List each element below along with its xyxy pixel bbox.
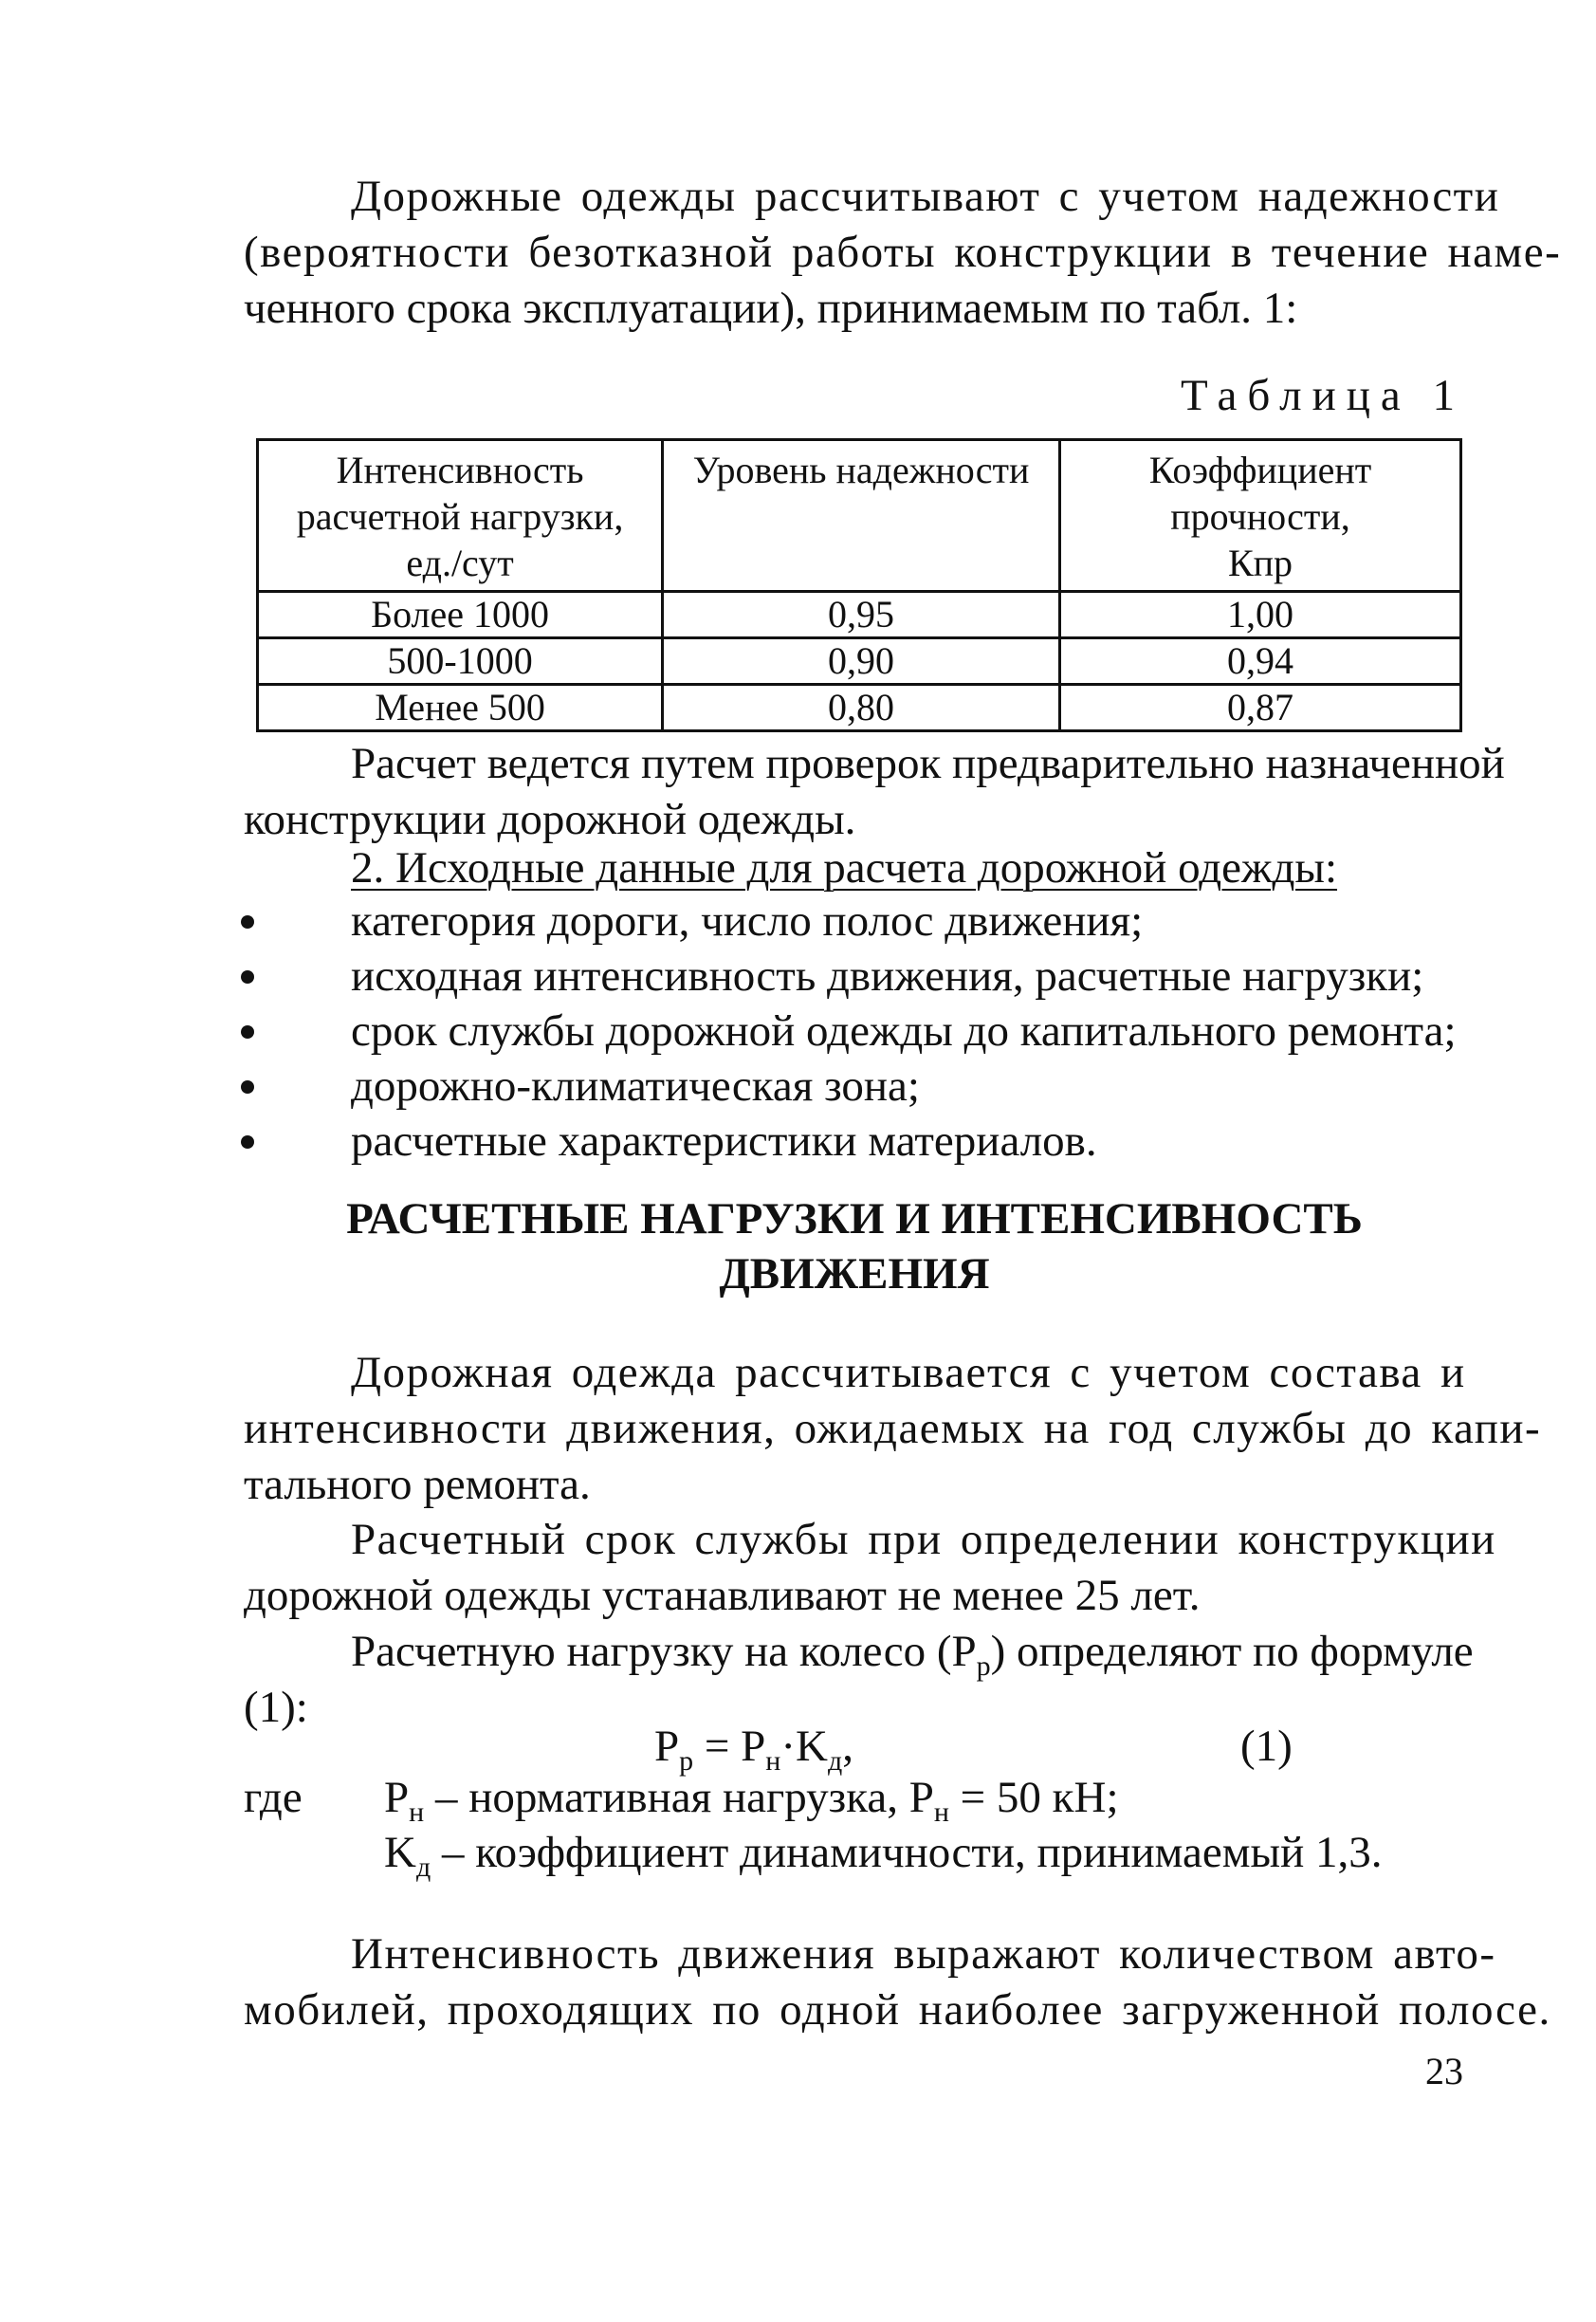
table-cell: Менее 500 xyxy=(258,685,663,731)
list-item: исходная интенсивность движения, расчетные нагрузки; xyxy=(351,949,1457,1004)
para4-line-1: Интенсивность движения выражают количеством авто- xyxy=(351,1929,1496,1979)
reliability-table xyxy=(256,438,1462,732)
table-row xyxy=(258,592,1461,638)
intro-line-2: (вероятности безотказной работы конструкции в течение наме- xyxy=(244,228,1562,277)
para2-line-1: Расчетный срок службы при определении конструкции xyxy=(351,1515,1496,1564)
para1-line-2: интенсивности движения, ожидаемых на год службы до капи- xyxy=(244,1404,1542,1453)
definition-line-1: $P_н$ – нормативная нагрузка, $P_н = 50$ кН; xyxy=(384,1773,1119,1828)
bullet-icon xyxy=(241,970,254,984)
bullet-icon xyxy=(241,915,254,929)
intro-line-1: Дорожные одежды рассчитывают с учетом надежности xyxy=(351,172,1500,221)
para1-line-3: тального ремонта. xyxy=(244,1460,591,1509)
section-heading-line-1: РАСЧЕТНЫЕ НАГРУЗКИ И ИНТЕНСИВНОСТЬ xyxy=(346,1194,1363,1244)
intro-line-3: ченного срока эксплуатации), принимаемым по табл. 1: xyxy=(244,284,1298,333)
table-cell: 0,80 xyxy=(663,685,1060,731)
list-item: дорожно-климатическая зона; xyxy=(351,1059,1457,1114)
calc-line-1: Расчет ведется путем проверок предварительно назначенной xyxy=(351,739,1505,788)
para1-line-1: Дорожная одежда рассчитывается с учетом состава и xyxy=(351,1348,1466,1397)
header-intensity: Интенсивность расчетной нагрузки, ед./сут xyxy=(258,440,663,592)
table-row xyxy=(258,638,1461,685)
header-reliability: Уровень надежности xyxy=(663,440,1060,592)
bullet-icon xyxy=(241,1080,254,1094)
table-cell: 0,94 xyxy=(1059,638,1460,685)
table-cell: 0,95 xyxy=(663,592,1060,638)
table-caption: Таблица 1 xyxy=(1180,371,1465,420)
table-cell: 500-1000 xyxy=(258,638,663,685)
table-header-row xyxy=(258,440,1461,592)
para2-line-2: дорожной одежды устанавливают не менее 25 лет. xyxy=(244,1571,1201,1620)
table-cell: 0,87 xyxy=(1059,685,1460,731)
para4-line-2: мобилей, проходящих по одной наиболее загруженной полосе. xyxy=(244,1985,1551,2035)
para3-line-1: Расчетную нагрузку на колесо $(P_р)$ определяют по формуле xyxy=(351,1627,1474,1682)
list-item: срок службы дорожной одежды до капитального ремонта; xyxy=(351,1004,1457,1059)
list-item: расчетные характеристики материалов. xyxy=(351,1114,1457,1169)
table-cell: 1,00 xyxy=(1059,592,1460,638)
definition-line-2: $K_д$ – коэффициент динамичности, принимаемый 1,3. xyxy=(384,1828,1383,1883)
page-number: 23 xyxy=(1425,2050,1463,2092)
inputs-list xyxy=(351,894,1457,1169)
table-row xyxy=(258,685,1461,731)
formula: $P_р = P_н\cdot K_д$, xyxy=(654,1722,853,1777)
bullet-icon xyxy=(241,1135,254,1149)
table-cell: 0,90 xyxy=(663,638,1060,685)
list-item: категория дороги, число полос движения; xyxy=(351,894,1457,949)
table-cell: Более 1000 xyxy=(258,592,663,638)
header-strength-coef: Коэффициент прочности, Кпр xyxy=(1059,440,1460,592)
where-label: где xyxy=(244,1773,303,1822)
section-heading-line-2: ДВИЖЕНИЯ xyxy=(719,1249,990,1299)
calc-line-2: конструкции дорожной одежды. xyxy=(244,795,856,844)
formula-number: (1) xyxy=(1240,1722,1293,1771)
bullet-icon xyxy=(241,1025,254,1039)
para3-line-2: (1): xyxy=(244,1683,308,1732)
inputs-section-title: 2. Исходные данные для расчета дорожной одежды: xyxy=(351,843,1338,893)
